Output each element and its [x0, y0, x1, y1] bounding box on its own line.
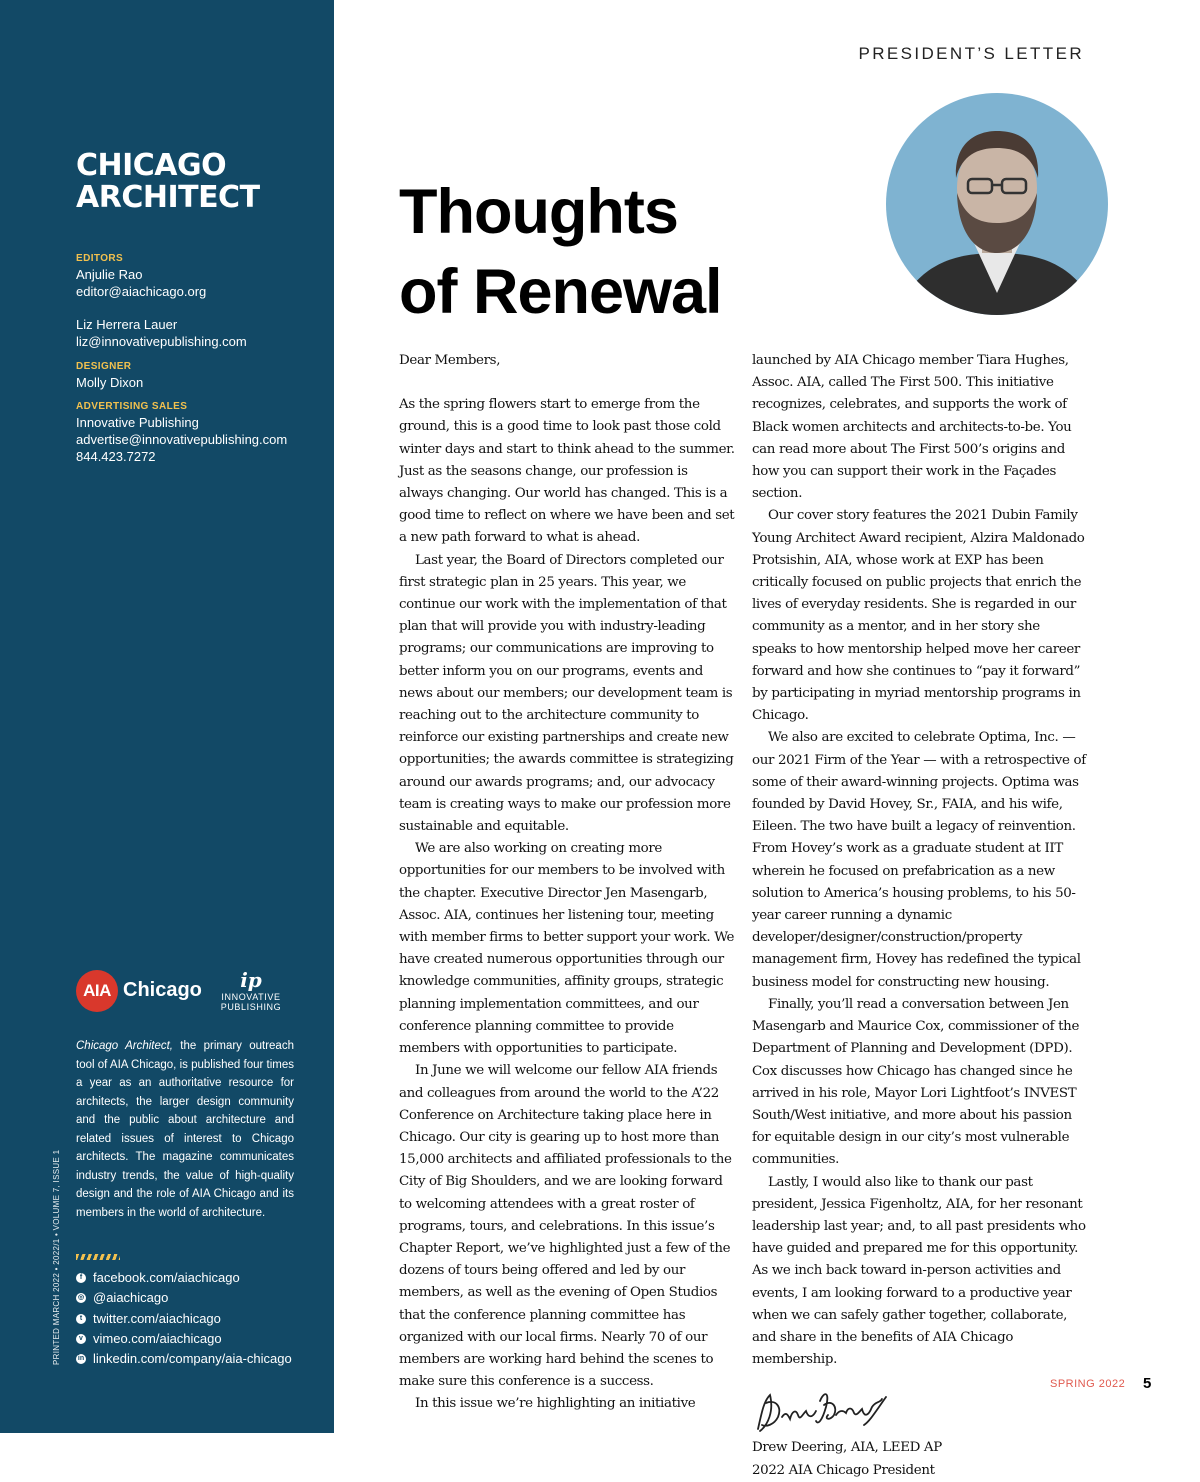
innovative-publishing-logo	[216, 968, 286, 1016]
masthead-logo	[76, 150, 260, 214]
sidebar	[0, 0, 334, 1433]
facebook-icon: f	[76, 1273, 86, 1283]
about-blurb	[76, 1037, 294, 1222]
staff-designer	[76, 360, 143, 391]
headline-line1: Thoughts	[399, 177, 678, 247]
social-link-text: @aiachicago	[93, 1290, 169, 1306]
advertising-phone: 844.423.7272	[76, 449, 156, 464]
social-link-twitter[interactable]	[76, 1309, 292, 1329]
decorative-stripes	[76, 1254, 120, 1260]
headline-line2: of Renewal	[399, 257, 722, 327]
masthead-line1: CHICAGO	[76, 148, 227, 183]
article-headline	[399, 172, 722, 332]
aia-logo-name: Chicago	[123, 979, 202, 1001]
author-portrait	[886, 93, 1108, 315]
partner-logos	[76, 968, 316, 1016]
social-links	[76, 1268, 292, 1369]
letter-salutation: Dear Members,	[399, 353, 501, 368]
social-link-text: linkedin.com/company/aia-chicago	[93, 1351, 292, 1367]
social-link-facebook[interactable]	[76, 1268, 292, 1288]
social-link-text: twitter.com/aiachicago	[93, 1310, 221, 1326]
staff-advertising	[76, 400, 287, 465]
about-title: Chicago Architect,	[76, 1040, 173, 1052]
ip-logo-line2: PUBLISHING	[220, 1002, 282, 1012]
editor-name: Anjulie Rao	[76, 267, 143, 282]
instagram-icon: ◎	[77, 1294, 85, 1302]
letter-column-2	[752, 350, 1088, 1482]
staff-editors	[76, 252, 247, 350]
twitter-icon: t	[76, 1314, 86, 1324]
masthead-line2: ARCHITECT	[76, 180, 260, 215]
aia-logo-mark: AIA	[76, 970, 118, 1012]
social-link-vimeo[interactable]	[76, 1329, 292, 1349]
portrait-illustration	[886, 93, 1108, 315]
advertising-email: advertise@innovativepublishing.com	[76, 432, 288, 447]
section-label: PRESIDENT’S LETTER	[858, 44, 1084, 63]
about-text: the primary outreach tool of AIA Chicago, is published four times a year as an authoritative resource for architects, the larger design community and the public about architecture and related issues of interest to Chicago architects. The magazine communicates industry trends, the value of high-quality design and the role of AIA Chicago and its members in the world of architecture.	[76, 1040, 294, 1219]
editor-name: Liz Herrera Lauer	[76, 317, 178, 332]
letter-paragraph: As the spring flowers start to emerge from the ground, this is a good time to look past those cold winter days and start to think ahead to the summer. Just as the seasons change, our profession is always changing. Our world has changed. This is a good time to reflect on where we have been and set a new path forward to what is ahead.	[399, 397, 735, 546]
signatory-name: Drew Deering, AIA, LEED AP	[752, 1440, 942, 1456]
signature-image	[752, 1381, 892, 1437]
letter-column-1	[399, 350, 735, 1416]
letter-paragraph: In June we will welcome our fellow AIA friends and colleagues from around the world to the A’22 Conference on Architecture taking place here in Chicago. Our city is gearing up to host more than 15,000 architects and affiliated professionals to the City of Big Shoulders, and we are looking forward to welcoming attendees with a great roster of programs, tours, and celebrations. In this issue’s Chapter Report, we’ve highlighted just a few of the dozens of tours being offered and led by our members, as well as the evening of Open Studios that the conference planning committee has organized with our local firms. Nearly 70 of our members are working hard behind the scenes to make sure this conference is a success.	[399, 1063, 732, 1390]
page-number: 5	[1143, 1375, 1152, 1392]
print-info: PRINTED MARCH 2022 • 2022/1 • VOLUME 7, ISSUE 1	[52, 1149, 61, 1365]
social-link-instagram[interactable]	[76, 1288, 292, 1308]
letter-paragraph: launched by AIA Chicago member Tiara Hughes, Assoc. AIA, called The First 500. This initiative recognizes, celebrates, and supports the work of Black women architects and architects-to-be. You can read more about The First 500’s origins and how you can support their work in the Façades section.	[752, 353, 1072, 502]
letter-paragraph: Finally, you’ll read a conversation between Jen Masengarb and Maurice Cox, commissioner of the Department of Planning and Development (DPD). Cox discusses how Chicago has changed since he arrived in his role, Mayor Lori Lightfoot’s INVEST South/West initiative, and more about his passion for equitable design in our city’s most vulnerable communities.	[752, 996, 1080, 1168]
social-link-text: vimeo.com/aiachicago	[93, 1331, 222, 1347]
letter-paragraph: We are also working on creating more opportunities for our members to be involved with the chapter. Executive Director Jen Masengarb, Assoc. AIA, continues her listening tour, meeting with member firms to better support your work. We have created numerous opportunities through our knowledge communities, affinity groups, strategic planning implementation committees, and our conference planning committee to provide members with opportunities to participate.	[399, 841, 735, 1057]
editor-email: editor@aiachicago.org	[76, 284, 207, 299]
advertising-company: Innovative Publishing	[76, 415, 199, 430]
linkedin-icon: in	[77, 1355, 85, 1363]
ip-logo-line1: INNOVATIVE	[221, 992, 281, 1002]
letter-paragraph: Lastly, I would also like to thank our past president, Jessica Figenholtz, AIA, for her resonant leadership last year; and, to all past presidents who have guided and prepared me for this opportunity. As we inch back toward in-person activities and events, I am looking forward to a productive year when we can safely gather together, collaborate, and share in the benefits of AIA Chicago membership.	[752, 1174, 1086, 1368]
editor-email: liz@innovativepublishing.com	[76, 334, 247, 349]
letter-paragraph: In this issue we’re highlighting an initiative	[415, 1396, 696, 1412]
editors-label: EDITORS	[76, 253, 124, 264]
designer-label: DESIGNER	[76, 361, 132, 372]
letter-paragraph: We also are excited to celebrate Optima, Inc. — our 2021 Firm of the Year — with a retrospective of some of their award-winning projects. Optima was founded by David Hovey, Sr., FAIA, and his wife, Eileen. The two have built a legacy of reinvention. From Hovey’s work as a graduate student at IIT wherein he focused on prefabrication as a new solution to America’s housing problems, to his 50-year career running a dynamic developer/designer/construction/property management firm, Hovey has redefined the typical business model for constructing new housing.	[752, 730, 1086, 990]
letter-paragraph: Last year, the Board of Directors completed our first strategic plan in 25 years. This year, we continue our work with the implementation of that plan that will provide you with industry-leading programs; our communications are improving to better inform you on our programs, events and news about our members; our development team is reaching out to the architecture community to reinforce our existing partnerships and create new opportunities; the awards committee is strategizing around our awards programs; and, our advocacy team is creating ways to make our profession more sustainable and equitable.	[399, 552, 734, 835]
vimeo-icon: v	[76, 1334, 86, 1344]
signatory-title: 2022 AIA Chicago President	[752, 1462, 935, 1478]
ip-logo-mark: ip	[240, 968, 262, 992]
designer-name: Molly Dixon	[76, 375, 144, 390]
footer-issue: SPRING 2022	[1050, 1378, 1126, 1390]
advertising-label: ADVERTISING SALES	[76, 401, 188, 412]
letter-paragraph: Our cover story features the 2021 Dubin Family Young Architect Award recipient, Alzira Maldonado Protsishin, AIA, whose work at EXP has been critically focused on public projects that enrich the lives of everyday residents. She is regarded in our community as a mentor, and in her story she speaks to how mentorship helped move her career forward and how she continues to “pay it forward” by participating in myriad mentorship programs in Chicago.	[752, 508, 1085, 724]
social-link-text: facebook.com/aiachicago	[93, 1270, 240, 1286]
social-link-linkedin[interactable]	[76, 1349, 292, 1369]
